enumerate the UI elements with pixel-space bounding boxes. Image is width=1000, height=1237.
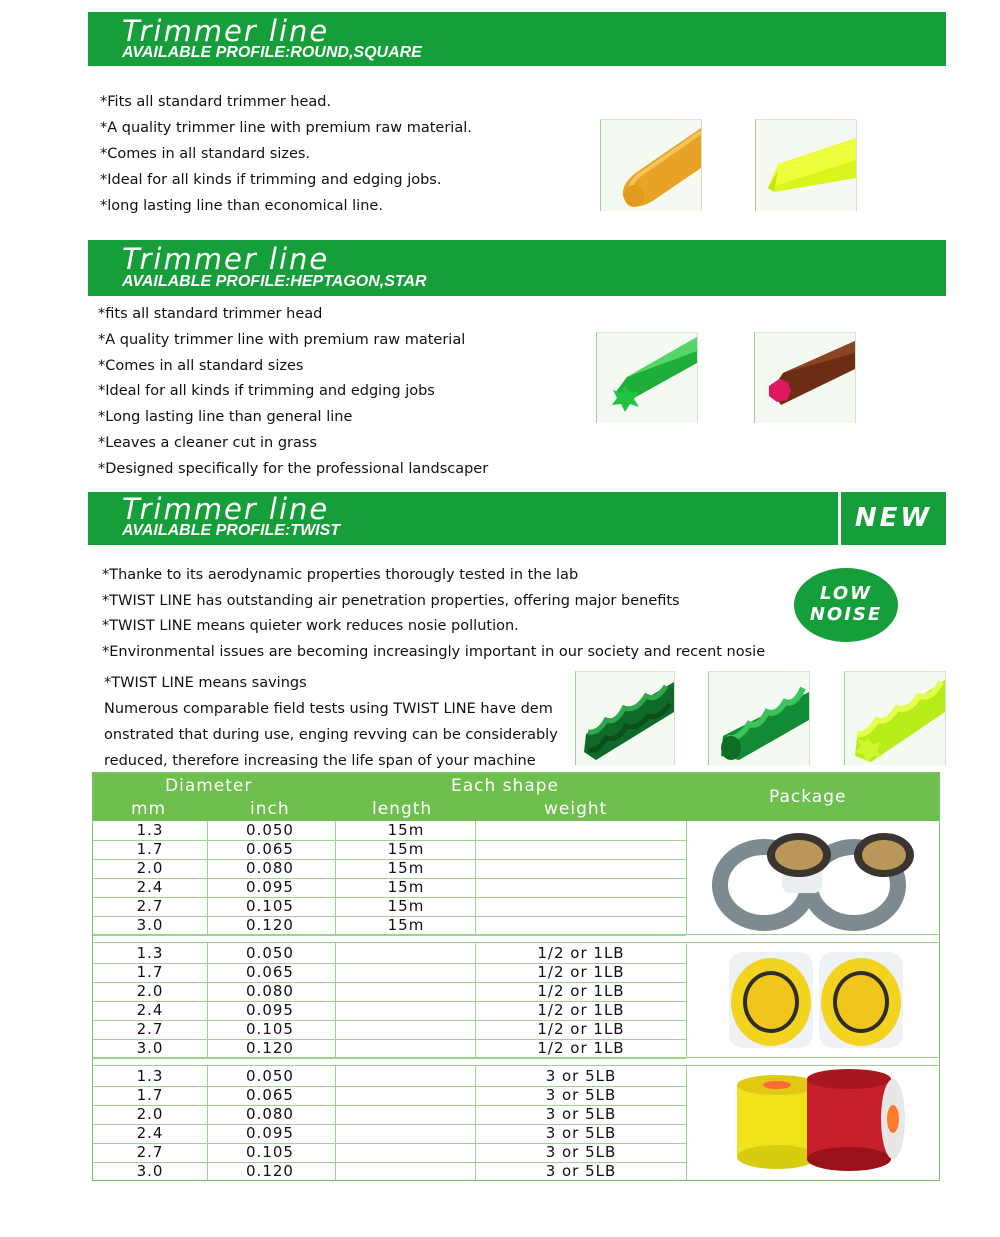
column-divider [686,942,687,1057]
feature-list-round-square [100,92,472,222]
feature-item: *A quality trimmer line with premium raw material [98,331,466,348]
coil-package-image [689,823,939,933]
feature-item: *Thanke to its aerodynamic properties thorougly tested in the lab [102,567,579,583]
feature-item: *Fits all standard trimmer head. [100,94,332,110]
header-length: length [372,799,433,819]
feature-item: *Leaves a cleaner cut in grass [98,434,317,451]
section-banner-heptagon-star [88,240,946,296]
cell-weight: 1/2 or 1LB [537,1020,625,1038]
cell-inch: 0.095 [246,878,294,896]
cell-inch: 0.065 [246,840,294,858]
cell-weight: 3 or 5LB [545,1143,617,1161]
header-weight: weight [544,799,608,819]
spool-package-image [689,1067,939,1179]
section-title: Trimmer line [122,14,330,48]
cell-mm: 1.3 [136,1067,164,1085]
twist-line-image-dark [575,671,675,765]
cell-inch: 0.080 [246,982,294,1000]
cell-inch: 0.105 [246,1020,294,1038]
feature-item: *TWIST LINE has outstanding air penetration properties, offering major benefits [102,592,680,609]
table-row [93,840,686,860]
low-noise-line: LOW [820,583,872,604]
feature-item: *TWIST LINE means quieter work reduces nosie pollution. [102,618,519,635]
feature-list-heptagon-star [98,304,488,485]
cell-mm: 1.3 [136,821,164,839]
new-badge: NEW [841,492,946,545]
cell-mm: 1.7 [136,963,164,981]
specification-table [92,772,940,1181]
table-row [93,963,686,983]
section-title: Trimmer line [122,492,330,526]
low-noise-line: NOISE [809,604,883,625]
table-row [93,859,686,879]
section-banner-twist [88,492,838,545]
table-row [93,1162,686,1181]
cell-inch: 0.050 [246,821,294,839]
cell-mm: 2.7 [136,1020,164,1038]
feature-item: *fits all standard trimmer head [98,306,323,322]
cell-length: 15m [387,859,425,877]
feature-item: *Ideal for all kinds if trimming and edging jobs [98,383,435,400]
cell-weight: 3 or 5LB [545,1067,617,1085]
table-row [93,897,686,917]
header-mm: mm [131,799,167,819]
feature-item: *Environmental issues are becoming increasingly important in our society and recent nosie [102,643,766,660]
header-package: Package [769,787,847,807]
cell-mm: 2.4 [136,1124,164,1142]
cell-weight: 3 or 5LB [545,1124,617,1142]
table-row [93,878,686,898]
header-diameter: Diameter [165,776,253,796]
cell-length: 15m [387,821,425,839]
cell-inch: 0.050 [246,1067,294,1085]
cell-inch: 0.095 [246,1124,294,1142]
cell-mm: 2.7 [136,1143,164,1161]
cell-length: 15m [387,878,425,896]
table-row [93,1143,686,1163]
table-row [93,1020,686,1040]
feature-item: *Comes in all standard sizes [98,357,304,374]
table-header [93,773,939,821]
cell-mm: 2.0 [136,859,164,877]
cell-inch: 0.120 [246,1039,294,1057]
blister-package-image [689,944,939,1056]
cell-inch: 0.120 [246,1162,294,1180]
paragraph-line: reduced, therefore increasing the life span of your machine [104,753,536,769]
section-profile: AVAILABLE PROFILE:HEPTAGON,STAR [122,273,427,290]
feature-item: *Long lasting line than general line [98,409,353,426]
table-row [93,1105,686,1125]
cell-inch: 0.095 [246,1001,294,1019]
cell-mm: 1.7 [136,1086,164,1104]
cell-inch: 0.065 [246,1086,294,1104]
section-profile: AVAILABLE PROFILE:TWIST [122,522,341,539]
cell-mm: 1.7 [136,840,164,858]
cell-weight: 3 or 5LB [545,1162,617,1180]
twist-savings-paragraph [104,670,574,774]
cell-mm: 1.3 [136,944,164,962]
feature-item: *A quality trimmer line with premium raw material. [100,120,472,136]
cell-length: 15m [387,916,425,934]
table-row [93,982,686,1002]
cell-inch: 0.065 [246,963,294,981]
cell-mm: 2.7 [136,897,164,915]
cell-inch: 0.105 [246,1143,294,1161]
cell-weight: 1/2 or 1LB [537,944,625,962]
section-banner-round-square [88,12,946,66]
twist-line-image-green [708,671,810,765]
cell-weight: 3 or 5LB [545,1086,617,1104]
twist-line-image-lime [844,671,946,765]
cell-mm: 2.0 [136,1105,164,1123]
cell-inch: 0.105 [246,897,294,915]
column-divider [686,821,687,934]
column-divider [686,1065,687,1180]
feature-item: *Comes in all standard sizes. [100,146,311,162]
round-line-image [600,119,702,211]
cell-mm: 2.4 [136,878,164,896]
cell-weight: 1/2 or 1LB [537,1001,625,1019]
low-noise-badge [794,568,898,642]
section-profile: AVAILABLE PROFILE:ROUND,SQUARE [122,44,422,61]
cell-mm: 2.4 [136,1001,164,1019]
feature-item: *long lasting line than economical line. [100,198,383,214]
group-divider [93,1065,939,1066]
cell-length: 15m [387,897,425,915]
paragraph-line: Numerous comparable field tests using TWIST LINE have dem [104,701,553,717]
feature-item: *Ideal for all kinds if trimming and edging jobs. [100,172,442,188]
table-row [93,1124,686,1144]
group-divider [93,942,939,943]
cell-weight: 1/2 or 1LB [537,963,625,981]
table-row [93,821,686,841]
table-row [93,1001,686,1021]
feature-item: *Designed specifically for the professional landscaper [98,460,489,477]
table-row [93,1039,686,1059]
table-row [93,1067,686,1087]
star-line-image [596,332,698,423]
header-each-shape: Each shape [451,776,559,796]
cell-mm: 2.0 [136,982,164,1000]
cell-mm: 3.0 [136,1162,164,1180]
header-inch: inch [250,799,290,819]
square-line-image [755,119,857,211]
cell-mm: 3.0 [136,916,164,934]
cell-inch: 0.120 [246,916,294,934]
cell-inch: 0.050 [246,944,294,962]
cell-weight: 3 or 5LB [545,1105,617,1123]
cell-weight: 1/2 or 1LB [537,1039,625,1057]
table-row [93,944,686,964]
cell-mm: 3.0 [136,1039,164,1057]
paragraph-line: onstrated that during use, enging revving can be considerably [104,727,558,743]
feature-list-twist [102,565,765,667]
section-title: Trimmer line [122,242,330,276]
cell-weight: 1/2 or 1LB [537,982,625,1000]
table-row [93,916,686,936]
heptagon-line-image [754,332,856,423]
paragraph-line: *TWIST LINE means savings [104,675,307,691]
table-row [93,1086,686,1106]
cell-inch: 0.080 [246,1105,294,1123]
cell-length: 15m [387,840,425,858]
cell-inch: 0.080 [246,859,294,877]
